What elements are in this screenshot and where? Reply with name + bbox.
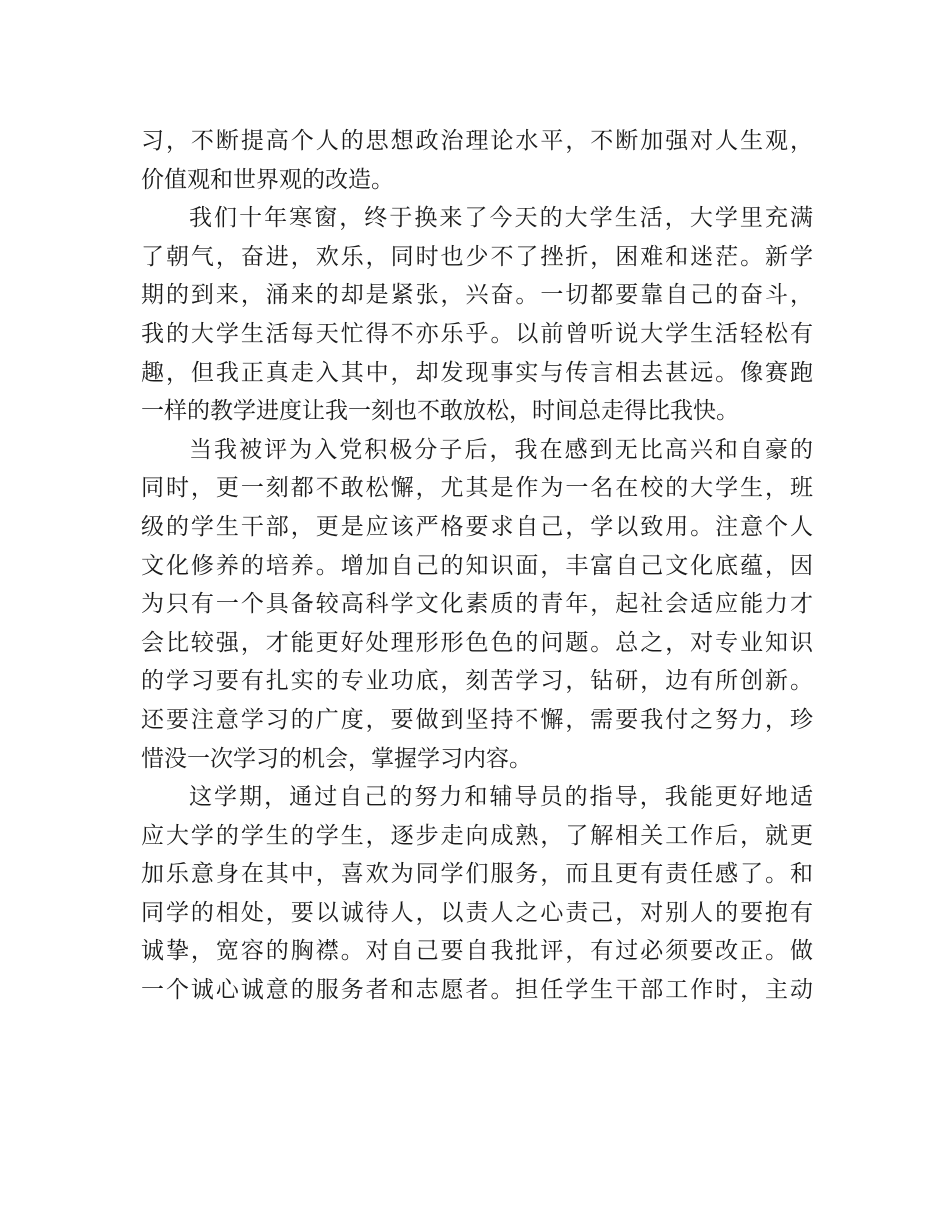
text-line: 同学的相处，要以诚待人，以责人之心责己，对别人的要抱有 [141, 899, 813, 926]
text-line: 当我被评为入党积极分子后，我在感到无比高兴和自豪的 [189, 436, 813, 463]
text-line: 期的到来，涌来的却是紧张，兴奋。一切都要靠自己的奋斗， [141, 282, 813, 309]
text-line: 价值观和世界观的改造。 [141, 166, 394, 193]
text-line: 同时，更一刻都不敢松懈，尤其是作为一名在校的大学生，班 [141, 475, 813, 502]
text-line: 会比较强，才能更好处理形形色色的问题。总之，对专业知识 [141, 629, 813, 656]
paragraph-4 [141, 778, 813, 1010]
text-line: 趣，但我正真走入其中，却发现事实与传言相去甚远。像赛跑 [141, 359, 813, 386]
text-line: 的学习要有扎实的专业功底，刻苦学习，钻研，边有所创新。 [141, 668, 813, 695]
text-line: 文化修养的培养。增加自己的知识面，丰富自己文化底蕴，因 [141, 552, 813, 579]
text-line: 这学期，通过自己的努力和辅导员的指导，我能更好地适 [189, 784, 813, 811]
text-line: 一样的教学进度让我一刻也不敢放松，时间总走得比我快。 [141, 398, 739, 425]
text-line: 加乐意身在其中，喜欢为同学们服务，而且更有责任感了。和 [141, 861, 813, 888]
paragraph-2 [141, 199, 813, 431]
text-line: 为只有一个具备较高科学文化素质的青年，起社会适应能力才 [141, 591, 813, 618]
document-page [141, 122, 813, 1010]
text-line: 了朝气，奋进，欢乐，同时也少不了挫折，困难和迷茫。新学 [141, 243, 813, 270]
text-line: 级的学生干部，更是应该严格要求自己，学以致用。注意个人 [141, 513, 813, 540]
text-line: 我们十年寒窗，终于换来了今天的大学生活，大学里充满 [189, 205, 813, 232]
text-line: 应大学的学生的学生，逐步走向成熟，了解相关工作后，就更 [141, 822, 813, 849]
text-line: 我的大学生活每天忙得不亦乐乎。以前曾听说大学生活轻松有 [141, 320, 813, 347]
text-line: 还要注意学习的广度，要做到坚持不懈，需要我付之努力，珍 [141, 706, 813, 733]
text-line: 诚挚，宽容的胸襟。对自己要自我批评，有过必须要改正。做 [141, 938, 813, 965]
text-line: 一个诚心诚意的服务者和志愿者。担任学生干部工作时，主动 [141, 977, 813, 1004]
paragraph-3 [141, 431, 813, 778]
text-line: 习，不断提高个人的思想政治理论水平，不断加强对人生观， [141, 128, 813, 154]
text-line: 惜没一次学习的机会，掌握学习内容。 [141, 745, 532, 772]
paragraph-1 [141, 122, 813, 199]
